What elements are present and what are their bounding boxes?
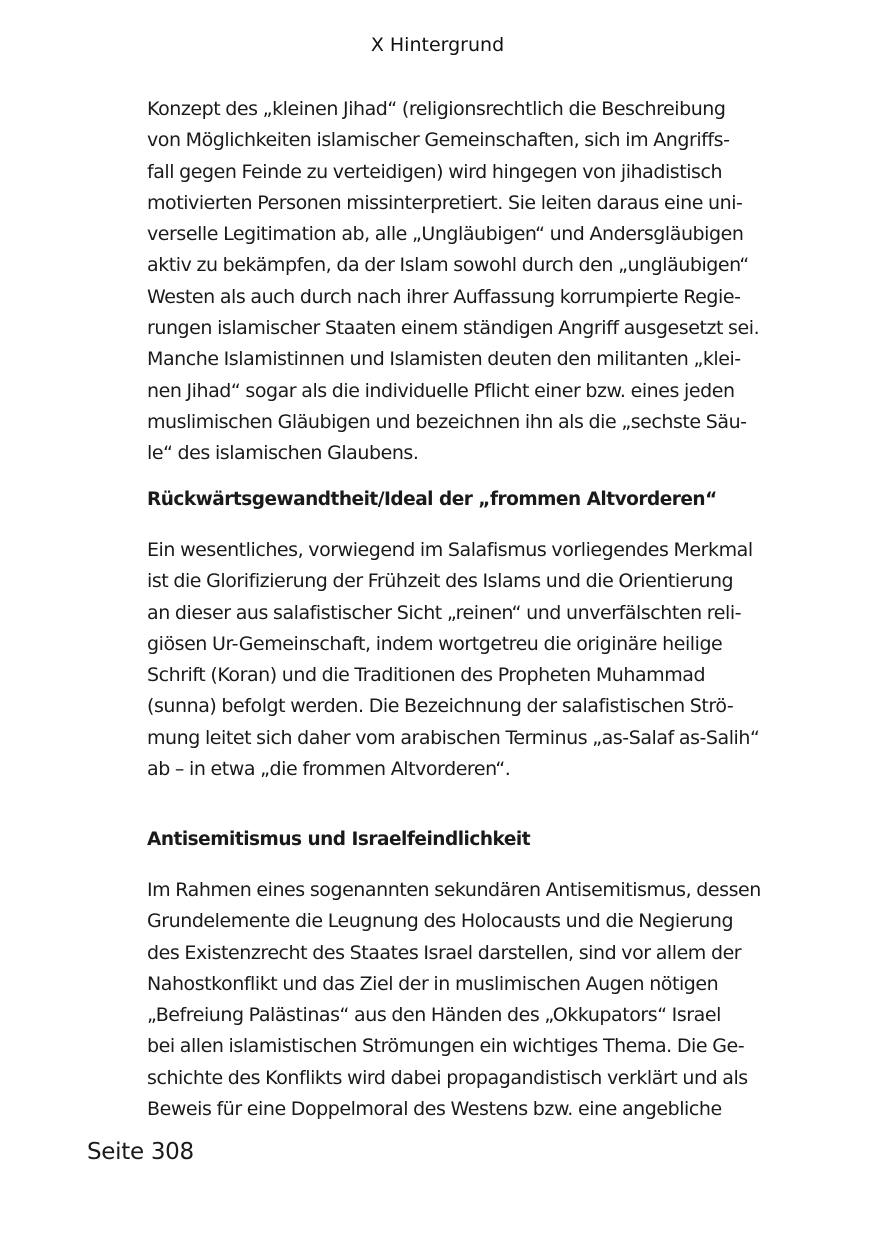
paragraph-kleiner-jihad <box>147 94 787 470</box>
section-heading-rueckwaertsgewandtheit: Rückwärtsgewandtheit/Ideal der „frommen Altvorderen“ <box>147 489 717 510</box>
text-line: an dieser aus salafistischer Sicht „reinen“ und unverfälschten reli- <box>147 601 742 624</box>
text-line: Nahostkonflikt und das Ziel der in muslimischen Augen nötigen <box>147 972 719 995</box>
text-line: Ein wesentliches, vorwiegend im Salafismus vorliegendes Merkmal <box>147 539 753 561</box>
running-header: X Hintergrund <box>370 34 505 56</box>
paragraph-salafismus <box>147 535 759 785</box>
text-line: Manche Islamistinnen und Islamisten deuten den militanten „klei- <box>147 348 741 371</box>
text-line: „Befreiung Palästinas“ aus den Händen des „Okkupators“ Israel <box>147 1004 721 1027</box>
text-line: ab – in etwa „die frommen Altvorderen“. <box>147 758 511 781</box>
text-line: fall gegen Feinde zu verteidigen) wird hingegen von jihadistisch <box>147 160 723 183</box>
page-number: Seite 308 <box>87 1139 194 1165</box>
text-line: von Möglichkeiten islamischer Gemeinschaften, sich im Angriffs- <box>147 129 730 152</box>
text-line: Grundelemente die Leugnung des Holocausts und die Negierung <box>147 910 734 933</box>
text-line: muslimischen Gläubigen und bezeichnen ihn als die „sechste Säu- <box>147 410 747 433</box>
text-line: le“ des islamischen Glaubens. <box>147 442 419 465</box>
text-line: Im Rahmen eines sogenannten sekundären Antisemitismus, dessen <box>147 879 761 901</box>
text-line: des Existenzrecht des Staates Israel darstellen, sind vor allem der <box>147 941 742 964</box>
text-line: rungen islamischer Staaten einem ständigen Angriff ausgesetzt sei. <box>147 317 760 340</box>
text-line: aktiv zu bekämpfen, da der Islam sowohl durch den „ungläubigen“ <box>147 254 749 277</box>
text-line: motivierten Personen missinterpretiert. Sie leiten daraus eine uni- <box>147 191 743 214</box>
text-line: schichte des Konflikts wird dabei propagandistisch verklärt und als <box>147 1066 748 1089</box>
text-line: Westen als auch durch nach ihrer Auffassung korrumpierte Regie- <box>147 285 741 308</box>
text-line: mung leitet sich daher vom arabischen Terminus „as-Salaf as-Salih“ <box>147 726 760 749</box>
text-line: bei allen islamistischen Strömungen ein wichtiges Thema. Die Ge- <box>147 1035 745 1058</box>
section-heading-antisemitismus: Antisemitismus und Israelfeindlichkeit <box>147 829 531 850</box>
text-line: Beweis für eine Doppelmoral des Westens bzw. eine angebliche <box>147 1098 722 1121</box>
text-line: nen Jihad“ sogar als die individuelle Pflicht einer bzw. eines jeden <box>147 379 735 402</box>
text-line: verselle Legitimation ab, alle „Ungläubigen“ und Andersgläubigen <box>147 223 744 246</box>
text-line: giösen Ur-Gemeinschaft, indem wortgetreu die originäre heilige <box>147 632 723 655</box>
text-line: (sunna) befolgt werden. Die Bezeichnung der salafistischen Strö- <box>147 695 734 718</box>
text-line: Schrift (Koran) und die Traditionen des Propheten Muhammad <box>147 664 706 687</box>
text-line: ist die Glorifizierung der Frühzeit des Islams und die Orientierung <box>147 570 734 593</box>
paragraph-antisemitismus <box>147 875 761 1125</box>
text-line: Konzept des „kleinen Jihad“ (religionsrechtlich die Beschreibung <box>147 98 726 120</box>
